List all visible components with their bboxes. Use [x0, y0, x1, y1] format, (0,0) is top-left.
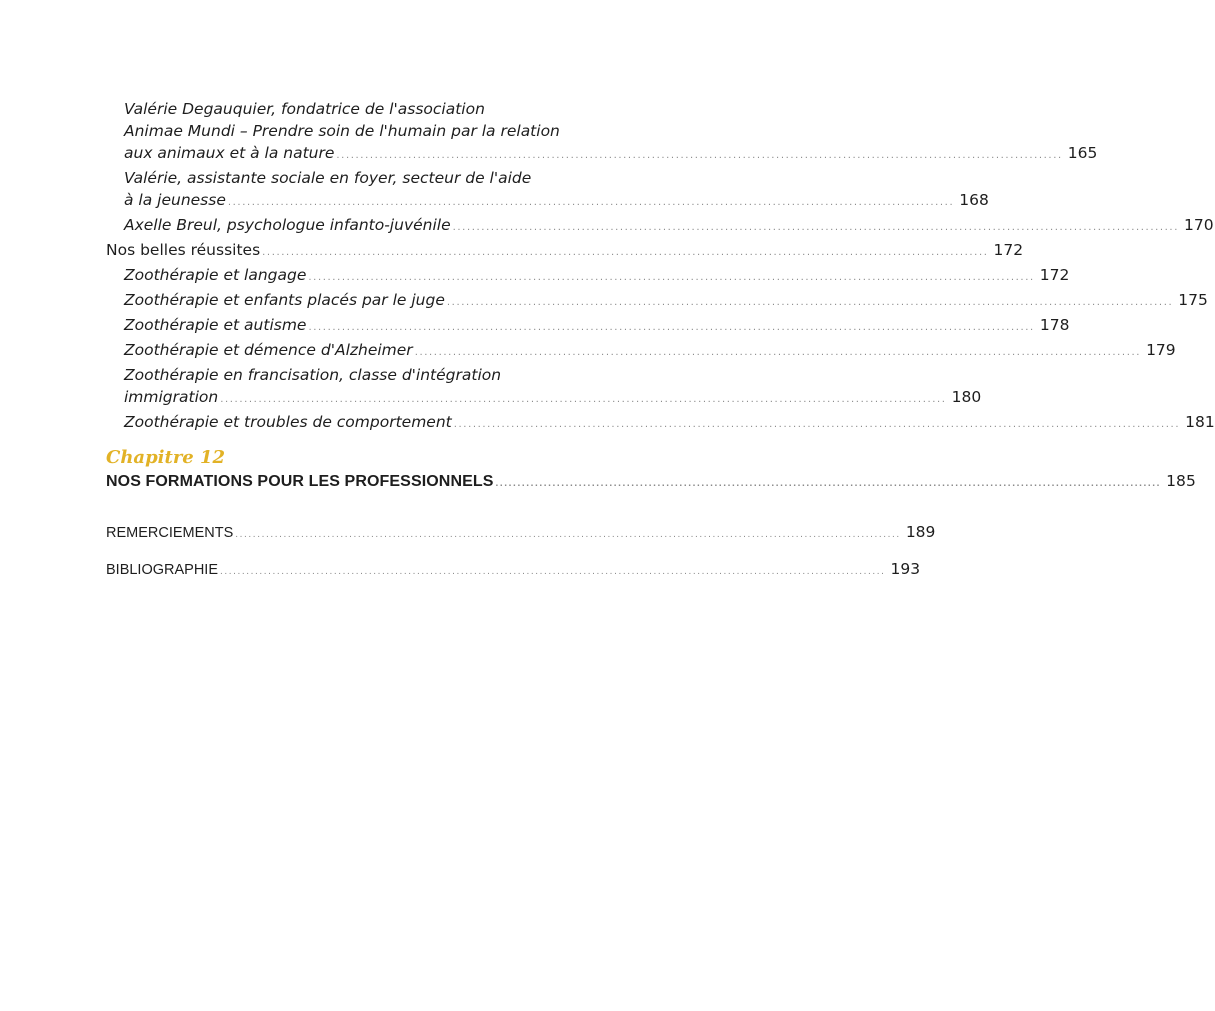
page-number: 172 — [1039, 266, 1070, 284]
toc-entry-text: aux animaux et à la nature — [124, 144, 335, 162]
toc-entry-text: Animae Mundi – Prendre soin de l'humain par la relation — [124, 122, 560, 140]
table-of-contents — [106, 98, 1215, 583]
page-number: 193 — [890, 560, 921, 578]
dot-leader: ........................................................................................................................................................ — [446, 297, 1174, 308]
toc-entry-text: à la jeunesse — [124, 191, 226, 209]
backmatter-title: REMERCIEMENTS — [106, 525, 234, 541]
toc-entry-text: Valérie, assistante sociale en foyer, secteur de l'aide — [124, 169, 532, 187]
chapter-label: Chapitre 12 — [106, 447, 226, 468]
page-number: 172 — [993, 241, 1024, 259]
dot-leader: ........................................................................................................................................................ — [262, 247, 989, 258]
toc-entry-text: Nos belles réussites — [106, 241, 261, 259]
page-number: 180 — [951, 388, 982, 406]
toc-entry-text: Zoothérapie et enfants placés par le juge — [124, 291, 445, 309]
dot-leader: ........................................................................................................................................................ — [308, 272, 1035, 283]
page-number: 181 — [1185, 413, 1215, 431]
dot-leader: ........................................................................................................................................................ — [336, 150, 1063, 161]
toc-entry-chapter-12[interactable] — [106, 470, 1196, 495]
toc-entry-bibliographie[interactable] — [106, 558, 921, 583]
page-number: 170 — [1184, 216, 1214, 234]
dot-leader: ........................................................................................................................................................ — [452, 222, 1179, 233]
toc-entry-autisme[interactable] — [106, 314, 1070, 339]
page-number: 179 — [1146, 341, 1176, 359]
toc-entry-belles-reussites[interactable] — [106, 239, 1024, 264]
page-number: 175 — [1178, 291, 1208, 309]
toc-entry-enfants-places[interactable] — [106, 289, 1208, 314]
dot-leader: ........................................................................................................................................................ — [220, 566, 886, 577]
toc-entry-degauquier[interactable] — [106, 98, 1098, 167]
page-number: 165 — [1067, 144, 1098, 162]
page-number: 185 — [1166, 472, 1196, 490]
toc-entry-alzheimer[interactable] — [106, 339, 1176, 364]
dot-leader: ........................................................................................................................................................ — [308, 322, 1035, 333]
page-number: 168 — [959, 191, 989, 209]
toc-entry-francisation[interactable] — [106, 364, 982, 411]
toc-entry-text: Zoothérapie et langage — [124, 266, 307, 284]
chapter-title: NOS FORMATIONS POUR LES PROFESSIONNELS — [106, 473, 494, 490]
toc-entry-text: Axelle Breul, psychologue infanto-juvénile — [124, 216, 451, 234]
dot-leader: ........................................................................................................................................................ — [220, 394, 947, 405]
backmatter-title: BIBLIOGRAPHIE — [106, 562, 219, 578]
dot-leader: ........................................................................................................................................................ — [453, 419, 1181, 430]
toc-entry-assistante-sociale[interactable] — [106, 167, 989, 214]
toc-entry-text: Zoothérapie et démence d'Alzheimer — [124, 341, 413, 359]
toc-entry-remerciements[interactable] — [106, 521, 936, 546]
page-number: 178 — [1039, 316, 1070, 334]
dot-leader: ........................................................................................................................................................ — [495, 478, 1162, 489]
toc-entry-text: Zoothérapie en francisation, classe d'intégration — [124, 366, 502, 384]
toc-entry-text: Valérie Degauquier, fondatrice de l'association — [124, 100, 485, 118]
dot-leader: ........................................................................................................................................................ — [227, 197, 955, 208]
toc-entry-text: Zoothérapie et autisme — [124, 316, 307, 334]
page-number: 189 — [905, 523, 936, 541]
toc-entry-text: immigration — [124, 388, 219, 406]
toc-entry-langage[interactable] — [106, 264, 1070, 289]
toc-entry-breul[interactable] — [106, 214, 1214, 239]
dot-leader: ........................................................................................................................................................ — [235, 529, 901, 540]
dot-leader: ........................................................................................................................................................ — [414, 347, 1142, 358]
toc-entry-troubles-comportement[interactable] — [106, 411, 1215, 436]
toc-entry-text: Zoothérapie et troubles de comportement — [124, 413, 452, 431]
